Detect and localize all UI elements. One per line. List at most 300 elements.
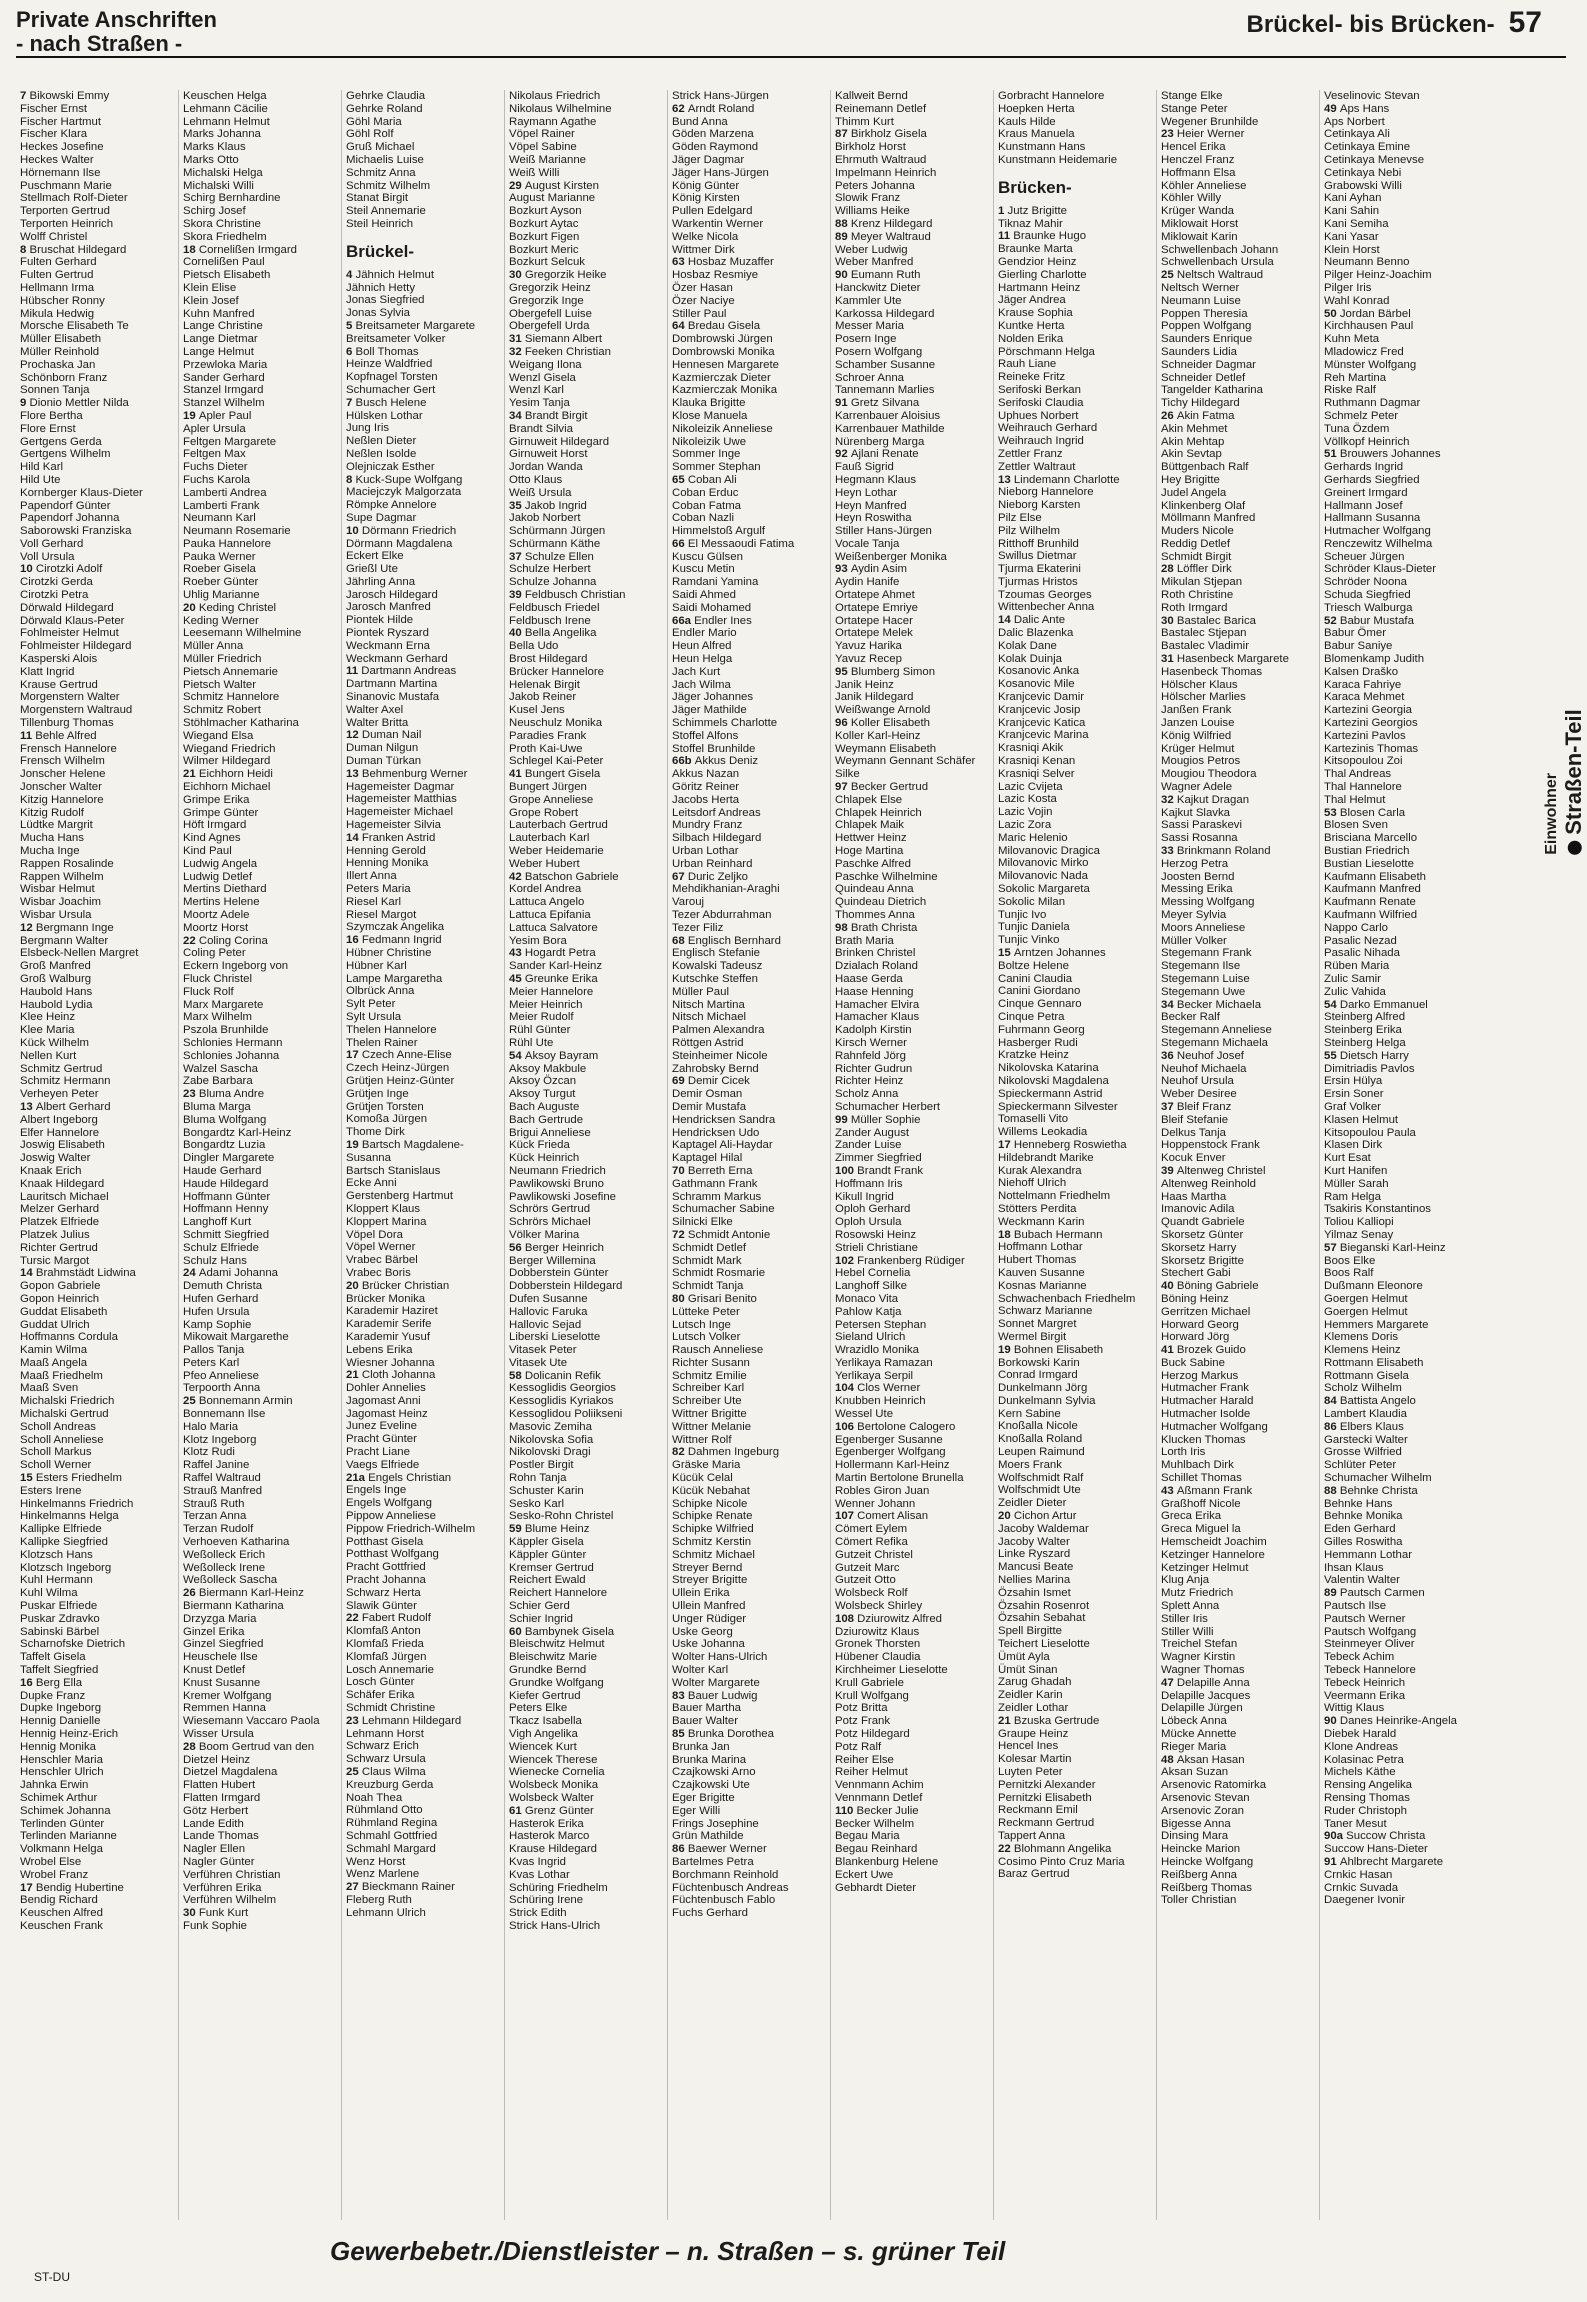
directory-entry [183, 116, 337, 129]
directory-entry [509, 1331, 663, 1344]
directory-entry [183, 1907, 337, 1920]
directory-entry [998, 435, 1152, 448]
directory-entry [1161, 1472, 1315, 1485]
resident-name: Hallmann Susanna [1324, 512, 1421, 525]
directory-entry [20, 1165, 174, 1178]
resident-name: Bredau Gisela [687, 320, 761, 333]
directory-entry [346, 1357, 500, 1370]
directory-entry [509, 218, 663, 231]
directory-entry [509, 973, 663, 986]
directory-entry [1324, 1741, 1478, 1754]
house-number: 5 [346, 319, 356, 332]
directory-entry [1324, 1319, 1478, 1332]
resident-name: Scholl Markus [20, 1446, 92, 1459]
resident-name: Strauß Manfred [183, 1484, 263, 1497]
directory-entry [509, 448, 663, 461]
resident-name: Yilmaz Senay [1324, 1228, 1394, 1241]
resident-name: Möllmann Manfred [1161, 512, 1256, 525]
resident-name: Toller Christian [1161, 1894, 1237, 1907]
resident-name: Weber Ludwig [835, 243, 908, 256]
directory-entry [183, 244, 337, 257]
resident-name: Knust Susanne [183, 1676, 261, 1689]
directory-entry [1161, 1203, 1315, 1216]
directory-entry [1324, 461, 1478, 474]
resident-name: Aksoy Bayram [524, 1049, 599, 1062]
resident-name: Aps Hans [1339, 102, 1390, 115]
directory-entry [1161, 1280, 1315, 1293]
resident-name: Ecke Anni [346, 1177, 397, 1190]
directory-entry [672, 1485, 826, 1498]
resident-name: Kitzig Rudolf [20, 806, 84, 819]
directory-entry [998, 1497, 1152, 1510]
house-number: 91 [835, 397, 851, 410]
resident-name: Klasen Helmut [1324, 1113, 1399, 1126]
directory-entry [1161, 256, 1315, 269]
resident-name: Ümüt Ayla [998, 1650, 1050, 1663]
resident-name: Nikolaus Wilhelmine [509, 102, 612, 115]
resident-name: Bluma Wolfgang [183, 1113, 267, 1126]
resident-name: Weber Heidemarie [509, 845, 604, 858]
directory-entry [835, 1395, 989, 1408]
directory-entry [183, 1075, 337, 1088]
resident-name: Roth Irmgard [1161, 601, 1228, 614]
resident-name: Dobberstein Günter [509, 1267, 609, 1280]
resident-name: Reiher Helmut [835, 1766, 908, 1779]
directory-entry [346, 998, 500, 1011]
directory-entry [20, 1319, 174, 1332]
directory-entry [509, 666, 663, 679]
directory-entry [672, 883, 826, 896]
resident-name: König Kirsten [672, 192, 740, 205]
directory-entry [509, 525, 663, 538]
resident-name: Moortz Horst [183, 921, 249, 934]
directory-entry [835, 1024, 989, 1037]
directory-entry [346, 627, 500, 640]
resident-name: Grün Mathilde [672, 1830, 744, 1843]
directory-entry [346, 678, 500, 691]
directory-entry [183, 1088, 337, 1101]
directory-entry [835, 244, 989, 257]
house-number: 57 [1324, 1241, 1340, 1254]
house-number: 20 [998, 1510, 1014, 1523]
resident-name: Schmitz Anna [346, 166, 416, 179]
resident-name: Kück Frieda [509, 1139, 570, 1152]
resident-name: Grimpe Erika [183, 793, 250, 806]
directory-entry [20, 346, 174, 359]
resident-name: Klotz Rudi [183, 1446, 235, 1459]
directory-entry [998, 640, 1152, 653]
directory-entry [998, 921, 1152, 934]
resident-name: Schmidt Tanja [672, 1280, 744, 1293]
directory-entry [1161, 205, 1315, 218]
directory-entry [998, 653, 1152, 666]
resident-name: Scholl Werner [20, 1459, 92, 1472]
directory-entry [183, 819, 337, 832]
resident-name: Kaptagel Ali-Haydar [672, 1139, 773, 1152]
resident-name: Nappo Carlo [1324, 921, 1388, 934]
directory-entry [1161, 1843, 1315, 1856]
directory-entry [1161, 858, 1315, 871]
directory-entry [1324, 1395, 1478, 1408]
directory-entry [20, 845, 174, 858]
resident-name: Tezer Abdurrahman [672, 909, 772, 921]
resident-name: Bendig Hubertine [35, 1881, 124, 1894]
resident-name: Zeidler Lothar [998, 1702, 1069, 1715]
directory-entry [1161, 1510, 1315, 1523]
directory-entry [20, 1498, 174, 1511]
resident-name: Czech Heinz-Jürgen [346, 1062, 450, 1075]
directory-entry [509, 1677, 663, 1690]
resident-name: Ruthmann Dagmar [1324, 397, 1421, 410]
house-number: 7 [346, 396, 356, 409]
resident-name: Thommes Anna [835, 909, 915, 921]
resident-name: Heincke Marion [1161, 1843, 1241, 1856]
resident-name: Bella Angelika [524, 627, 597, 640]
resident-name: Kaufmann Elisabeth [1324, 870, 1426, 883]
directory-entry [998, 717, 1152, 730]
directory-entry [998, 1011, 1152, 1024]
directory-entry [509, 1549, 663, 1562]
house-number: 48 [1161, 1753, 1177, 1766]
resident-name: Mladowicz Fred [1324, 345, 1404, 358]
directory-entry [346, 1894, 500, 1907]
resident-name: Altenweg Christel [1176, 1164, 1266, 1177]
directory-entry [20, 436, 174, 449]
resident-name: Grimpe Günter [183, 806, 259, 819]
directory-entry [346, 1587, 500, 1600]
resident-name: Michalski Friedrich [20, 1395, 115, 1408]
resident-name: Tezer Filiz [672, 921, 724, 934]
resident-name: Lebens Erika [346, 1343, 413, 1356]
resident-name: Kücük Nebahat [672, 1484, 750, 1497]
resident-name: Henschler Maria [20, 1753, 103, 1766]
house-number: 43 [1161, 1484, 1177, 1497]
directory-entry [1324, 1114, 1478, 1127]
resident-name: Ihsan Klaus [1324, 1561, 1384, 1574]
directory-entry [20, 90, 174, 103]
resident-name: Nieborg Hannelore [998, 486, 1094, 499]
house-number: 98 [835, 921, 851, 934]
directory-entry [509, 960, 663, 973]
directory-entry [183, 1203, 337, 1216]
resident-name: Bongardtz Karl-Heinz [183, 1126, 292, 1139]
resident-name: Kusel Jens [509, 704, 565, 717]
header-left [16, 8, 217, 56]
resident-name: Gutzeit Otto [835, 1574, 896, 1587]
resident-name: Dziurowitz Klaus [835, 1625, 920, 1638]
directory-entry [998, 474, 1152, 487]
directory-entry [346, 1075, 500, 1088]
directory-entry [835, 999, 989, 1012]
directory-entry [509, 794, 663, 807]
resident-name: Müller Friedrich [183, 653, 262, 666]
resident-name: Weigang Ilona [509, 358, 582, 371]
directory-entry [998, 845, 1152, 858]
resident-name: Hosbaz Muzaffer [687, 256, 774, 269]
directory-entry [835, 1101, 989, 1114]
resident-name: Englisch Bernhard [687, 934, 781, 947]
directory-entry [346, 1216, 500, 1229]
resident-name: Özsahin Ismet [998, 1586, 1071, 1599]
directory-entry [509, 1421, 663, 1434]
directory-entry [346, 499, 500, 512]
resident-name: Thal Andreas [1324, 768, 1392, 781]
directory-entry [346, 704, 500, 717]
resident-name: Darko Emmanuel [1339, 998, 1428, 1011]
resident-name: Jach Kurt [672, 665, 721, 678]
resident-name: Kauls Hilde [998, 115, 1056, 128]
directory-entry [998, 589, 1152, 602]
resident-name: Cirotzki Gerda [20, 576, 93, 589]
directory-entry [183, 1114, 337, 1127]
house-number: 11 [20, 729, 36, 742]
resident-name: Cetinkaya Emine [1324, 141, 1411, 154]
resident-name: Kuscu Gülsen [672, 550, 743, 563]
directory-entry [998, 1856, 1152, 1869]
directory-entry [1161, 935, 1315, 948]
directory-entry [183, 1357, 337, 1370]
directory-entry [509, 1920, 663, 1933]
resident-name: Kowalski Tadeusz [672, 960, 763, 973]
directory-entry [20, 691, 174, 704]
directory-entry [346, 1318, 500, 1331]
resident-name: Pietsch Elisabeth [183, 269, 271, 282]
directory-entry [1324, 768, 1478, 781]
directory-entry [509, 1255, 663, 1268]
resident-name: Tomaselli Vito [998, 1113, 1069, 1126]
directory-entry [835, 397, 989, 410]
directory-entry [1161, 1574, 1315, 1587]
directory-entry [183, 576, 337, 589]
house-number: 52 [1324, 614, 1340, 627]
resident-name: Lauterbach Gertrud [509, 819, 608, 832]
resident-name: Wiesemann Vaccaro Paola [183, 1715, 320, 1728]
resident-name: Gehrke Claudia [346, 90, 426, 102]
directory-entry [1324, 103, 1478, 116]
directory-entry [183, 308, 337, 321]
resident-name: Aksoy Turgut [509, 1088, 576, 1101]
resident-name: Hagemeister Dagmar [346, 780, 455, 793]
directory-entry [20, 410, 174, 423]
directory-entry [1161, 794, 1315, 807]
resident-name: Fluck Rolf [183, 985, 234, 998]
resident-name: Pernitzki Elisabeth [998, 1791, 1092, 1804]
directory-entry [1324, 909, 1478, 922]
directory-entry [346, 422, 500, 435]
directory-entry [346, 205, 500, 218]
directory-entry [835, 755, 989, 768]
house-number: 28 [183, 1740, 199, 1753]
resident-name: Groß Manfred [20, 960, 91, 973]
directory-entry [20, 986, 174, 999]
directory-entry [20, 141, 174, 154]
resident-name: Aksan Hasan [1176, 1753, 1245, 1766]
resident-name: Supe Dagmar [346, 511, 417, 524]
resident-name: Muhlbach Dirk [1161, 1459, 1234, 1472]
resident-name: Weber Manfred [835, 256, 914, 269]
house-number: 13 [346, 767, 362, 780]
directory-entry [509, 1191, 663, 1204]
directory-entry [183, 269, 337, 282]
directory-entry [20, 116, 174, 129]
resident-name: Steinberg Helga [1324, 1036, 1406, 1049]
directory-entry [835, 1766, 989, 1779]
directory-entry [183, 1255, 337, 1268]
resident-name: Richter Susann [672, 1356, 750, 1369]
directory-entry [346, 1126, 500, 1139]
resident-name: Jonas Siegfried [346, 294, 425, 307]
directory-entry [183, 1139, 337, 1152]
resident-name: Verheyen Peter [20, 1088, 99, 1101]
directory-entry [835, 205, 989, 218]
resident-name: Schulz Elfriede [183, 1241, 259, 1254]
directory-entry [835, 487, 989, 500]
directory-entry [20, 1306, 174, 1319]
resident-name: Babur Saniye [1324, 640, 1393, 653]
directory-entry [346, 1472, 500, 1485]
directory-entry [1161, 1523, 1315, 1536]
resident-name: Begau Reinhard [835, 1843, 918, 1856]
directory-entry [998, 256, 1152, 269]
directory-entry [183, 141, 337, 154]
resident-name: Drzyzga Maria [183, 1612, 257, 1625]
directory-entry [183, 1446, 337, 1459]
house-number: 18 [998, 1228, 1014, 1241]
directory-entry [835, 1191, 989, 1204]
resident-name: Walzel Sascha [183, 1062, 258, 1075]
resident-name: Füchtenbusch Fablo [672, 1894, 776, 1907]
directory-entry [998, 883, 1152, 896]
resident-name: Dobberstein Hildegard [509, 1280, 623, 1293]
directory-entry [1324, 500, 1478, 513]
directory-entry [346, 870, 500, 883]
directory-entry [672, 1818, 826, 1831]
directory-entry [1161, 423, 1315, 436]
resident-name: Schreiber Karl [672, 1382, 745, 1395]
resident-name: Kuhn Manfred [183, 307, 255, 320]
directory-entry [998, 1830, 1152, 1843]
directory-entry [509, 1754, 663, 1767]
resident-name: Klomfaß Jürgen [346, 1650, 427, 1663]
resident-name: Diebek Harald [1324, 1728, 1397, 1740]
directory-entry [1324, 743, 1478, 756]
resident-name: König Wilfried [1161, 729, 1232, 742]
resident-name: Wiegand Elsa [183, 729, 254, 742]
directory-entry [998, 563, 1152, 576]
directory-entry [509, 346, 663, 359]
resident-name: Biermann Karl-Heinz [198, 1587, 304, 1600]
resident-name: Weckmann Gerhard [346, 652, 448, 665]
directory-entry [183, 1370, 337, 1383]
resident-name: Herzog Petra [1161, 857, 1229, 870]
house-number: 60 [509, 1625, 525, 1638]
directory-entry [1324, 1216, 1478, 1229]
directory-entry [1324, 1446, 1478, 1459]
resident-name: Graupe Heinz [998, 1727, 1069, 1740]
directory-entry [20, 666, 174, 679]
resident-name: Michalski Gertrud [20, 1408, 109, 1421]
directory-entry [998, 128, 1152, 141]
resident-name: Reckmann Emil [998, 1804, 1078, 1817]
resident-name: Lütteke Peter [672, 1305, 740, 1318]
resident-name: Akin Mehtap [1161, 435, 1225, 448]
resident-name: Schrörs Michael [509, 1216, 591, 1229]
house-number: 25 [183, 1395, 199, 1408]
directory-entry [1324, 1306, 1478, 1319]
directory-entry [835, 1050, 989, 1063]
resident-name: Kuhn Meta [1324, 333, 1380, 346]
house-number: 61 [509, 1804, 525, 1817]
directory-entry [1161, 103, 1315, 116]
resident-name: Schmitz Gertrud [20, 1062, 103, 1075]
directory-entry [998, 819, 1152, 832]
resident-name: Dufen Susanne [509, 1292, 588, 1305]
resident-name: Taner Mesut [1324, 1817, 1387, 1830]
directory-entry [183, 1651, 337, 1664]
resident-name: Dingler Margarete [183, 1152, 275, 1165]
directory-entry [1324, 1293, 1478, 1306]
resident-name: Conrad Irmgard [998, 1369, 1078, 1382]
resident-name: Kiefer Gertrud [509, 1689, 581, 1702]
resident-name: Bastalec Barica [1176, 614, 1256, 627]
directory-entry [20, 1024, 174, 1037]
resident-name: Rühl Ute [509, 1036, 554, 1049]
resident-name: Stöhlmacher Katharina [183, 717, 299, 730]
directory-entry [835, 269, 989, 282]
resident-name: Schmitz Michael [672, 1548, 755, 1561]
directory-entry [346, 333, 500, 346]
resident-name: Ginzel Siegfried [183, 1638, 264, 1651]
resident-name: Hölscher Marlies [1161, 691, 1246, 704]
resident-name: Weckmann Karin [998, 1215, 1085, 1228]
directory-entry [835, 90, 989, 103]
directory-entry [1324, 1702, 1478, 1715]
resident-name: Skora Friedhelm [183, 230, 267, 243]
resident-name: Pasalic Nihada [1324, 947, 1400, 960]
directory-column [1157, 90, 1320, 2220]
resident-name: Vitasek Peter [509, 1344, 577, 1357]
directory-entry [1324, 755, 1478, 768]
resident-name: Schwarz Herta [346, 1586, 421, 1599]
directory-entry [20, 602, 174, 615]
resident-name: Rosowski Heinz [835, 1228, 917, 1241]
directory-entry [346, 589, 500, 602]
resident-name: Koller Karl-Heinz [835, 729, 921, 742]
resident-name: Engels Christian [368, 1471, 452, 1484]
house-number: 22 [183, 934, 199, 947]
directory-entry [1324, 935, 1478, 948]
resident-name: Grütjen Inge [346, 1087, 409, 1100]
directory-entry [835, 691, 989, 704]
resident-name: Özer Naciye [672, 294, 735, 307]
resident-name: Ginzel Erika [183, 1625, 245, 1638]
directory-entry [20, 627, 174, 640]
directory-entry [183, 205, 337, 218]
directory-entry [20, 1651, 174, 1664]
directory-entry [835, 986, 989, 999]
resident-name: Paradies Frank [509, 729, 587, 742]
resident-name: Puskar Zdravko [20, 1612, 100, 1625]
directory-entry [1161, 1421, 1315, 1434]
directory-entry [509, 1165, 663, 1178]
directory-entry [509, 1664, 663, 1677]
bullet-icon [1568, 841, 1582, 855]
resident-name: Hoge Martina [835, 845, 904, 858]
resident-name: Schirg Bernhardine [183, 192, 281, 205]
resident-name: Neumann Karl [183, 512, 256, 525]
directory-entry [183, 615, 337, 628]
resident-name: Schulze Herbert [509, 563, 591, 576]
